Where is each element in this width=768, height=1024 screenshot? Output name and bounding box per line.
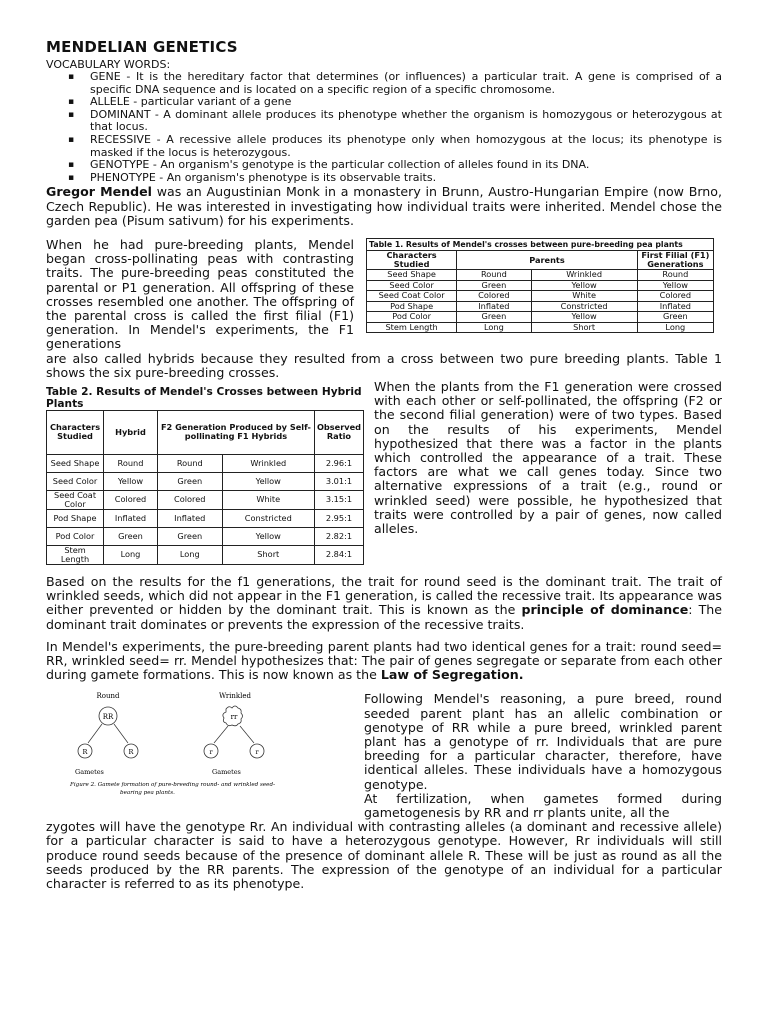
table-cell: Yellow	[222, 472, 314, 490]
table-cell: Short	[531, 322, 637, 333]
table-cell: Inflated	[157, 509, 222, 527]
pure-breeding-paragraph-a: When he had pure-breeding plants, Mendel began cross-pollinating peas with contrasting traits. The pure-breeding peas constituted the parental or P1 generation. All offspring of these crosses resembled one another. The offspring of the parental cross is called the first filial (F1) generation. In Mendel's experiments, the F1 generations	[46, 236, 354, 352]
dominance-text: Based on the results for the f1 generations, the trait for round seed is the dominant trait. The trait of wrinkled seeds, which did not appear in the F1 generation, is called the recessive trait. Its appearance was either prevented or hidden by the dominant trait. This is known as the	[46, 573, 722, 618]
table-cell: Yellow	[637, 280, 713, 291]
table2-header: Observed Ratio	[314, 410, 363, 454]
vocab-item: ▪ ALLELE - particular variant of a gene	[90, 96, 722, 109]
vocab-list	[46, 71, 722, 184]
gamete-r-label: r	[255, 748, 259, 756]
table-cell: Round	[637, 270, 713, 281]
branch-line	[114, 724, 128, 743]
table-row	[47, 545, 364, 564]
table-cell: Seed Shape	[47, 454, 104, 472]
table-cell: 2.95:1	[314, 509, 363, 527]
table-cell: Round	[457, 270, 531, 281]
figure-gametes-label: Gametes	[212, 768, 241, 776]
fertilization-paragraph-top: At fertilization, when gametes formed during gametogenesis by RR and rr plants unite, all the	[364, 790, 722, 821]
table-cell: Green	[637, 312, 713, 323]
intro-name: Gregor Mendel	[46, 184, 152, 200]
table-cell: Green	[157, 527, 222, 545]
table-2	[46, 410, 364, 565]
table-1	[366, 238, 714, 333]
table1-header: First Filial (F1) Generations	[637, 251, 713, 270]
vocab-item: ▪ PHENOTYPE - An organism's phenotype is its observable traits.	[90, 172, 722, 185]
table2-section	[46, 378, 722, 565]
gamete-R-label: R	[82, 748, 88, 756]
figure-round-label: Round	[96, 692, 120, 700]
segregation-text: In Mendel's experiments, the pure-breeding parent plants had two identical genes for a trait: round seed= RR, wrinkled seed= rr. Mendel hypothesizes that: The pair of genes segregate or separate from each other during gamete formations. This is now known as the	[46, 638, 722, 683]
vocab-item: ▪ RECESSIVE - A recessive allele produces its phenotype only when homozygous at the locus; its phenotype is masked if the locus is heterozygous.	[90, 134, 722, 159]
table-cell: White	[531, 291, 637, 302]
table-row	[47, 490, 364, 509]
wrinkled-genotype: rr	[230, 713, 238, 721]
figure-caption-line: bearing pea plants.	[120, 790, 175, 795]
table-cell: Round	[104, 454, 158, 472]
table-cell: 2.82:1	[314, 527, 363, 545]
table-cell: 3.01:1	[314, 472, 363, 490]
table1-caption: Table 1. Results of Mendel's crosses between pure-breeding pea plants	[367, 239, 714, 251]
table-cell: Seed Color	[47, 472, 104, 490]
table-cell: Pod Shape	[367, 301, 457, 312]
gamete-R-label: R	[128, 748, 134, 756]
table2-caption: Table 2. Results of Mendel's Crosses between Hybrid Plants	[46, 385, 362, 410]
branch-line	[88, 724, 102, 743]
table1-header: Characters Studied	[367, 251, 457, 270]
table-cell: Round	[157, 454, 222, 472]
table-cell: Green	[157, 472, 222, 490]
table-cell: Long	[637, 322, 713, 333]
table-cell: Inflated	[637, 301, 713, 312]
pure-breeding-paragraph-b: are also called hybrids because they resulted from a cross between two pure breeding plants. Table 1 shows the six pure-breeding crosses.	[46, 350, 722, 380]
table-row	[47, 472, 364, 490]
table2-header: Characters Studied	[47, 410, 104, 454]
gamete-formation-figure	[30, 685, 320, 795]
round-genotype: RR	[102, 713, 114, 721]
branch-line	[214, 726, 228, 743]
table-cell: Yellow	[222, 527, 314, 545]
segregation-paragraph	[46, 640, 722, 683]
table-cell: Colored	[104, 490, 158, 509]
table-row	[47, 509, 364, 527]
table-row	[367, 312, 714, 323]
table-cell: Pod Color	[367, 312, 457, 323]
table2-header: Hybrid	[104, 410, 158, 454]
table-cell: 2.96:1	[314, 454, 363, 472]
f2-paragraph: When the plants from the F1 generation were crossed with each other or self-pollinated, the offspring (F2 or the second filial generation) were of two types. Based on the results of his experiments, Mendel hypothesized that there was a factor in the plants which controlled the appearance of a trait. These factors are what we call genes today. Since two alternative expressions of a trait (e.g., round or wrinkled seed) were possible, he hypothesized that traits were controlled by a pair of genes, now called alleles.	[374, 378, 722, 537]
figure-caption-line: Figure 2. Gamete formation of pure-breeding round- and wrinkled seed-	[70, 782, 275, 788]
table-cell: Seed Color	[367, 280, 457, 291]
table-cell: Long	[457, 322, 531, 333]
table-cell: Stem Length	[367, 322, 457, 333]
table-cell: Seed Shape	[367, 270, 457, 281]
table-cell: Green	[457, 312, 531, 323]
table-cell: Green	[104, 527, 158, 545]
table-cell: 3.15:1	[314, 490, 363, 509]
table1-header: Parents	[457, 251, 637, 270]
intro-text: was an Augustinian Monk in a monastery in Brunn, Austro-Hungarian Empire (now Brno, Czech Republic). He was interested in investigating how individual traits were inherited. Mendel chose the garden pea (Pisum sativum) for his experiments.	[46, 184, 722, 228]
table-cell: Inflated	[457, 301, 531, 312]
table-row	[367, 280, 714, 291]
table-cell: Constricted	[222, 509, 314, 527]
branch-line	[240, 726, 254, 743]
law-of-segregation: Law of Segregation.	[380, 667, 524, 683]
table-cell: Pod Shape	[47, 509, 104, 527]
figure-caption	[69, 782, 275, 795]
figure-wrinkled-label: Wrinkled	[218, 692, 252, 700]
table-cell: Colored	[637, 291, 713, 302]
table-cell: Long	[104, 545, 158, 564]
table-cell: Stem Length	[47, 545, 104, 564]
pure-breed-paragraph: Following Mendel's reasoning, a pure breed, round seeded parent plant has an allelic combination or genotype of RR while a pure breed, wrinkled parent plant has a genotype of rr. Individuals that are pure breeding for a particular character, therefore, have identical alleles. These individuals have a homozygous genotype.	[364, 691, 722, 792]
dominance-paragraph	[46, 575, 722, 632]
table-cell: Yellow	[104, 472, 158, 490]
table-cell: Colored	[157, 490, 222, 509]
table-row	[47, 527, 364, 545]
figure-gametes-label: Gametes	[75, 768, 104, 776]
intro-paragraph	[46, 185, 722, 228]
table-cell: Seed Coat Color	[47, 490, 104, 509]
table-cell: Yellow	[531, 280, 637, 291]
table-cell: 2.84:1	[314, 545, 363, 564]
vocab-item: ▪ GENE - It is the hereditary factor that determines (or influences) a particular trait. A gene is comprised of a specific DNA sequence and is located on a specific region of a specific chromosome.	[90, 71, 722, 96]
table-cell: Inflated	[104, 509, 158, 527]
table-cell: White	[222, 490, 314, 509]
page-title: MENDELIAN GENETICS	[46, 38, 238, 56]
table-row	[367, 291, 714, 302]
vocab-item: ▪ GENOTYPE - An organism's genotype is the particular collection of alleles found in its DNA.	[90, 159, 722, 172]
table-row	[367, 301, 714, 312]
table-cell: Yellow	[531, 312, 637, 323]
table-row	[47, 454, 364, 472]
table-cell: Colored	[457, 291, 531, 302]
table-cell: Green	[457, 280, 531, 291]
table-cell: Wrinkled	[531, 270, 637, 281]
table-row	[367, 270, 714, 281]
table-cell: Seed Coat Color	[367, 291, 457, 302]
table-cell: Pod Color	[47, 527, 104, 545]
vocab-item: ▪ DOMINANT - A dominant allele produces its phenotype whether the organism is homozygous or heterozygous at that locus.	[90, 109, 722, 134]
principle-of-dominance: principle of dominance	[521, 602, 689, 618]
fertilization-paragraph: zygotes will have the genotype Rr. An individual with contrasting alleles (a dominant and recessive allele) for a particular character is said to have a heterozygous genotype. However, Rr individuals will still produce round seeds because of the presence of dominant allele R. These will be just as round as all the seeds produced by the RR parents. The expression of the genotype of an individual for a particular character is referred to as its phenotype.	[46, 819, 722, 892]
table-cell: Constricted	[531, 301, 637, 312]
table-cell: Short	[222, 545, 314, 564]
dominance-text-end: : The dominant trait dominates or prevents the expression of the recessive traits.	[46, 602, 722, 632]
table-cell: Wrinkled	[222, 454, 314, 472]
table2-header: F2 Generation Produced by Self-pollinating F1 Hybrids	[157, 410, 314, 454]
vocab-label: VOCABULARY WORDS:	[46, 58, 171, 71]
table-row	[367, 322, 714, 333]
gamete-r-label: r	[209, 748, 213, 756]
table-cell: Long	[157, 545, 222, 564]
